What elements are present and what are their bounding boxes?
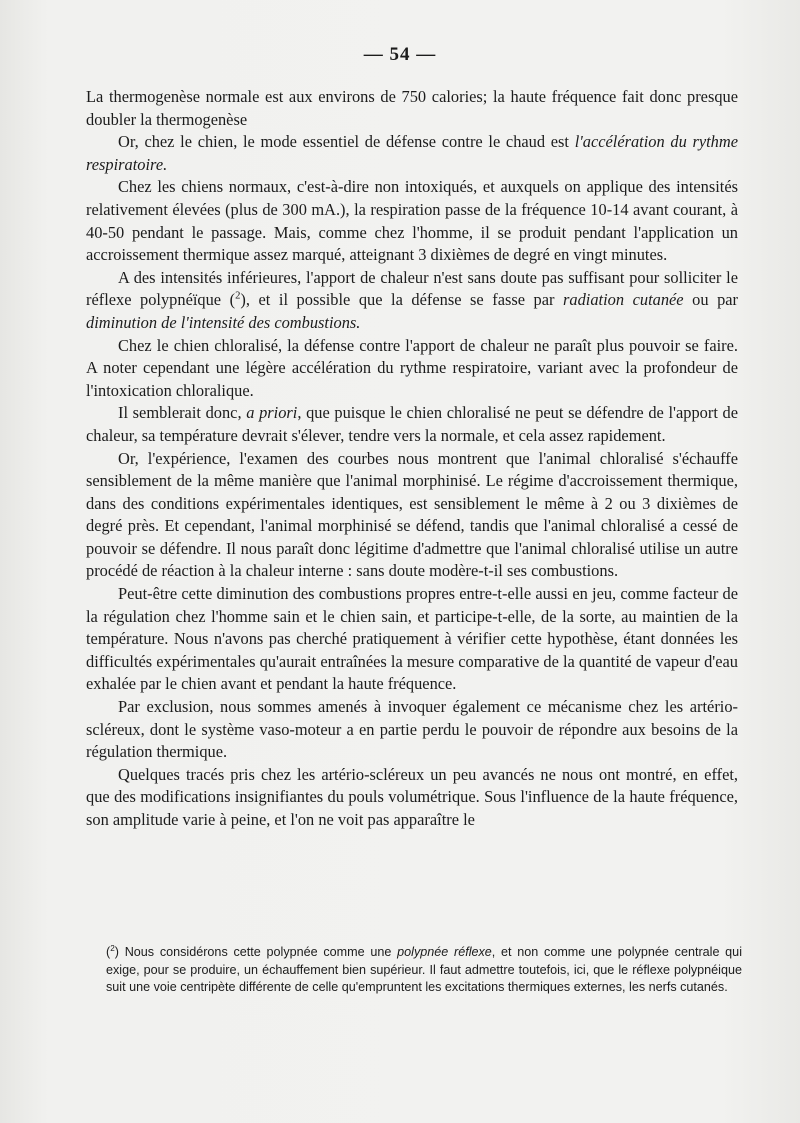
text-run: , et non comme une polypnée centrale qui exige, pour se produire, un échauffement bien supérieur. Il faut admettre toutefois, ici, que le réflexe polypnéique suit une voie centripète différente de celle qu'empruntent les excitations thermiques externes, les nerfs cutanés. (106, 945, 742, 995)
text-run: Chez les chiens normaux, c'est-à-dire non intoxiqués, et auxquels on applique des intensités relativement élevées (plus de 300 mA.), la respiration passe de la fréquence 10-14 avant courant, à 40-50 pendant le passage. Mais, comme chez l'homme, il se produit pendant l'application un accroissement thermique assez marqué, atteignant 3 dixièmes de degré en vingt minutes. (86, 177, 738, 265)
text-run: , que puisque le chien chloralisé ne peut se défendre de l'apport de chaleur, sa température devrait s'élever, tendre vers la normale, et cela assez rapidement. (86, 403, 738, 445)
text-run: A des intensités inférieures, l'apport de chaleur n'est sans doute pas suffisant pour solliciter le réflexe polypnéïque ( (86, 267, 738, 310)
text-run: Quelques tracés pris chez les artério-scléreux un peu avancés ne nous ont montré, en effet, que des modifications insignifiantes du pouls volumétrique. Sous l'influence de la haute fréquence, son amplitude varie à peine, et l'on ne voit pas apparaître le (86, 764, 738, 829)
paragraph (86, 131, 738, 176)
paragraph (86, 335, 738, 403)
italic-text: diminution de l'intensité des combustions. (86, 312, 361, 332)
text-run: Peut-être cette diminution des combustions propres entre-t-elle aussi en jeu, comme facteur de la régulation chez l'homme sain et le chien sain, et participe-t-elle, de la sorte, au maintien de la température. Nous n'avons pas cherché pratiquement à vérifier cette hypothèse, étant données les difficultés expérimentales qu'aurait entraînées la mesure comparative de la quantité de vapeur d'eau exhalée par le chien avant et pendant la haute fréquence. (86, 584, 738, 694)
text-run: Or, chez le chien, le mode essentiel de défense contre le chaud est (118, 132, 575, 152)
italic-text: a priori (246, 403, 298, 423)
paragraph (86, 176, 738, 266)
footnote-marker: 2 (110, 943, 115, 953)
paragraph (86, 764, 738, 832)
italic-text: polypnée réflexe (397, 945, 492, 959)
text-run: Or, l'expérience, l'examen des courbes nous montrent que l'animal chloralisé s'échauffe sensiblement de la même manière que l'animal morphinisé. Le régime d'accroissement thermique, dans des conditions expérimentales identiques, est sensiblement le même à 2 ou 3 dixièmes de degré près. Et cependant, l'animal morphinisé se défend, tandis que l'animal chloralisé a cessé de pouvoir se défendre. Il nous paraît donc légitime d'admettre que l'animal chloralisé utilise un autre procédé de réaction à la chaleur interne : sans doute modère-t-il ses combustions. (86, 448, 738, 581)
text-run: ), et il possible que la défense se fasse par (240, 290, 564, 310)
footnote-marker: 2 (235, 290, 241, 302)
footnote (106, 944, 742, 997)
paragraph (86, 86, 738, 131)
text-run: Chez le chien chloralisé, la défense contre l'apport de chaleur ne paraît plus pouvoir se faire. A noter cependant une légère accélération du rythme respiratoire, variant avec la profondeur de l'intoxication chloralique. (86, 335, 738, 400)
paragraph (86, 696, 738, 764)
italic-text: radiation cutanée (563, 290, 684, 310)
text-run: ou par (683, 290, 738, 310)
paragraph (86, 448, 738, 584)
text-run: Il semblerait donc, (118, 403, 247, 423)
page-number: — 54 — (363, 44, 437, 65)
body-text (86, 86, 738, 832)
text-run: ) Nous considérons cette polypnée comme une (114, 945, 398, 959)
footnote-paragraph (106, 944, 742, 997)
text-run: Par exclusion, nous sommes amenés à invoquer également ce mécanisme chez les artério-scléreux, dont le système vaso-moteur a en partie perdu le pouvoir de répondre aux besoins de la régulation thermique. (86, 697, 738, 762)
italic-text: l'accélération du rythme respiratoire. (86, 132, 738, 174)
paragraph (86, 267, 738, 335)
paragraph (86, 402, 738, 447)
paragraph (86, 583, 738, 696)
text-run: ( (106, 945, 111, 959)
text-run: La thermogenèse normale est aux environs de 750 calories; la haute fréquence fait donc presque doubler la thermogenèse (86, 87, 738, 129)
